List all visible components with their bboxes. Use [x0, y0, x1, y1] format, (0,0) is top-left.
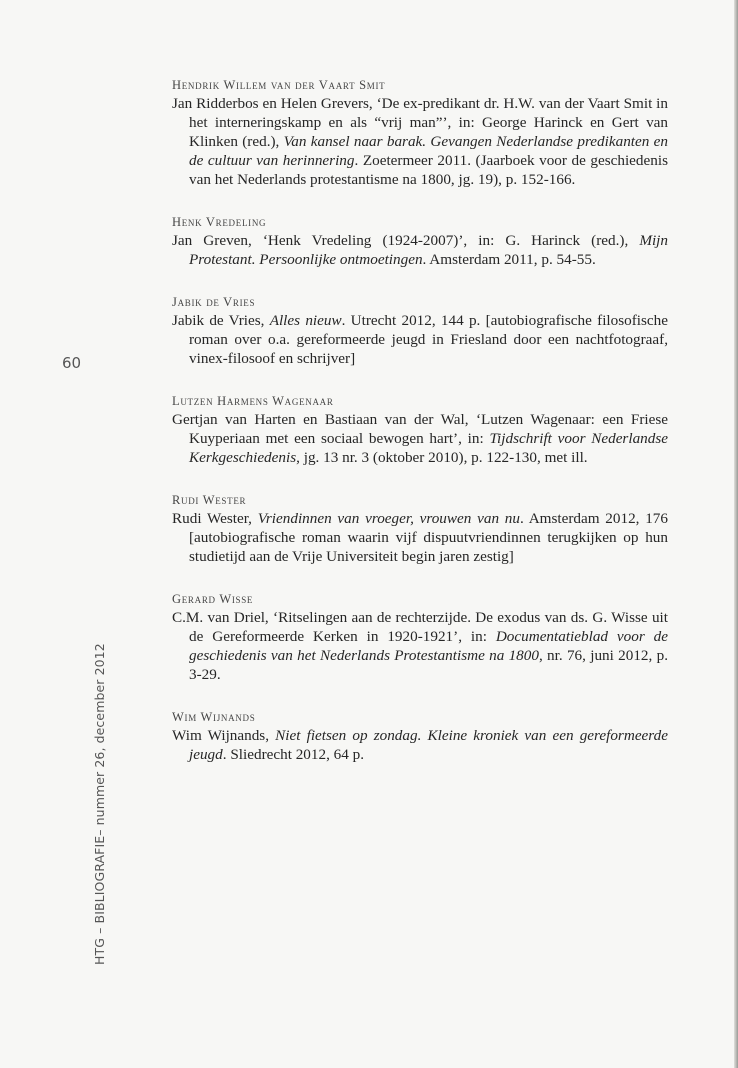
bibliography-entry [172, 293, 668, 368]
reference-title: Documentatieblad voor de geschiedenis van het Nederlands Protestantisme na 1800 [189, 628, 668, 664]
bibliography-entry [172, 708, 668, 764]
bibliography-entry [172, 590, 668, 684]
reference-title: Vriendinnen van vroeger, vrouwen van nu [257, 510, 520, 527]
reference-title: Tijdschrift voor Nederlandse Kerkgeschiedenis [189, 430, 668, 466]
entry-heading: Henk Vredeling [172, 215, 267, 229]
entry-reference: Gertjan van Harten en Bastiaan van der Wal, ‘Lutzen Wagenaar: een Friese Kuyperiaan met een sociaal bewogen hart’, in: Tijdschrift voor Nederlandse Kerkgeschiedenis, jg. 13 nr. 3 (oktober 2010), p. 122-130, met ill. [172, 411, 668, 466]
page-edge [734, 0, 738, 1068]
reference-title: Mijn Protestant. Persoonlijke ontmoetingen [189, 232, 668, 268]
reference-title: Niet fietsen op zondag. Kleine kroniek van een gereformeerde jeugd [189, 727, 668, 763]
reference-title: Van kansel naar barak. Gevangen Nederlandse predikanten en de cultuur van herinnering [189, 133, 668, 169]
entry-heading: Jabik de Vries [172, 295, 256, 309]
entry-heading: Wim Wijnands [172, 710, 256, 724]
entry-reference: Jan Ridderbos en Helen Grevers, ‘De ex-predikant dr. H.W. van der Vaart Smit in het interneringskamp en als “vrij man”’, in: George Harinck en Gert van Klinken (red.), Van kansel naar barak. Gevangen Nederlandse predikanten en de cultuur van herinnering. Zoetermeer 2011. (Jaarboek voor de geschiedenis van het Nederlands protestantisme na 1800, jg. 19), p. 152-166. [172, 95, 668, 188]
reference-title: Alles nieuw [269, 312, 342, 329]
page-number: 60 [62, 354, 82, 372]
entry-reference: Jan Greven, ‘Henk Vredeling (1924-2007)’, in: G. Harinck (red.), Mijn Protestant. Persoonlijke ontmoetingen. Amsterdam 2011, p. 54-55. [172, 232, 668, 268]
bibliography-entry [172, 491, 668, 566]
bibliography-entry [172, 213, 668, 269]
entry-reference: Jabik de Vries, Alles nieuw. Utrecht 2012, 144 p. [autobiografische filosofische roman over o.a. gereformeerde jeugd in Friesland door een nachtfotograaf, vinex-filosoof en schrijver] [172, 312, 668, 367]
entry-heading: Lutzen Harmens Wagenaar [172, 394, 334, 408]
entry-reference: C.M. van Driel, ‘Ritselingen aan de rechterzijde. De exodus van ds. G. Wisse uit de Gereformeerde Kerken in 1920-1921’, in: Documentatieblad voor de geschiedenis van het Nederlands Protestantisme na 1800, nr. 76, juni 2012, p. 3-29. [172, 609, 668, 683]
entry-reference: Rudi Wester, Vriendinnen van vroeger, vrouwen van nu. Amsterdam 2012, 176 [autobiografische roman waarin vijf dispuutvriendinnen terugkijken op hun studietijd aan de Vrije Universiteit begin jaren zestig] [172, 510, 668, 565]
entry-heading: Gerard Wisse [172, 592, 254, 606]
bibliography-entry [172, 76, 668, 189]
bibliography-entry [172, 392, 668, 467]
entry-reference: Wim Wijnands, Niet fietsen op zondag. Kleine kroniek van een gereformeerde jeugd. Sliedrecht 2012, 64 p. [172, 727, 668, 763]
entry-heading: Hendrik Willem van der Vaart Smit [172, 78, 386, 92]
entry-heading: Rudi Wester [172, 493, 247, 507]
bibliography-list [172, 76, 668, 788]
running-footer: HTG – BIBLIOGRAFIE– nummer 26, december 2012 [92, 643, 107, 965]
